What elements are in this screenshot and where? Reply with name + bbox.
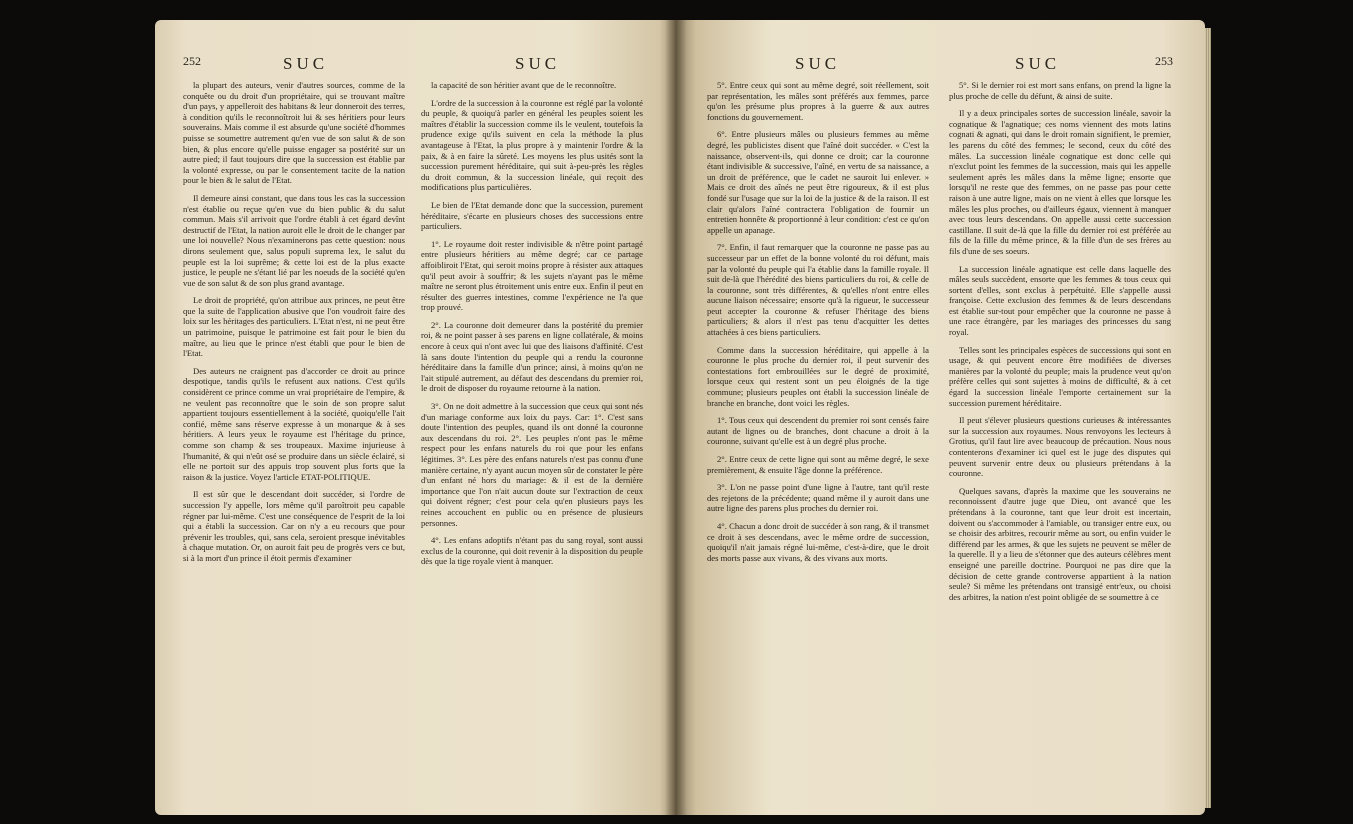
paragraph: Le bien de l'Etat demande donc que la succession, purement héréditaire, s'écarte en plusieurs choses des successions entre particuliers. xyxy=(421,199,643,232)
right-page-column-1 xyxy=(707,80,929,563)
paragraph: 5°. Si le dernier roi est mort sans enfans, on prend la ligne la plus proche de celle du défunt, & ainsi de suite. xyxy=(949,80,1171,101)
page-number-left: 252 xyxy=(183,54,201,68)
paragraph: 6°. Entre plusieurs mâles ou plusieurs femmes au même degré, les publicistes disent que l'aîné doit succéder. « C'est la naissance, observent-ils, qui donne ce droit; car la couronne étant indivisible & successive, l'aîné, en vertu de sa naissance, a un droit de préférence, que le cadet ne sauroit lui enlever. » Mais ce droit des aînés ne peut être rigoureux, & il est plus fondé sur l'usage que sur la loi de la justice & de la raison. Il est clair qu'alors l'aîné contractera l'obligation de fournir un entretien honnête & proportionné à leur condition: c'est ce qu'on appelle un apanage. xyxy=(707,129,929,235)
page-edges xyxy=(1205,28,1211,808)
paragraph: Il demeure ainsi constant, que dans tous les cas la succession n'est établie ou reçue qu'en vue du bien public & du salut commun. Mais s'il arrivoit que l'ordre établi à cet égard devînt destructif de l'Etat, la nation auroit elle le droit de le changer par une loi nouvelle? Nous n'examinerons pas cette question: nous dirons seulement que, salus populi suprema lex, le salut du peuple est la loi suprême; & cette loi est de la plus exacte justice, le peuple ne s'étant lié par les noeuds de la société qu'en vue de son salut & de son plus grand avantage. xyxy=(183,192,405,288)
paragraph: 4°. Chacun a donc droit de succéder à son rang, & il transmet ce droit à ses descendans, avec le même ordre de succession, quoiqu'il n'ait jamais régné lui-même, c'est-à-dire, que le droit des morts passe aux vivans, & des vivans aux morts. xyxy=(707,520,929,563)
paragraph: 2°. La couronne doit demeurer dans la postérité du premier roi, & ne point passer à ses parens en ligne collatérale, & moins encore à ceux qui n'ont avec lui que des liaisons d'affinité. C'est là sans doute l'intention du peuple qui a rendu la couronne héréditaire dans la famille d'un prince; ainsi, à moins qu'on ne l'ait stipulé autrement, au défaut des descendans du premier roi, le droit de disposer du royaume retourne à la nation. xyxy=(421,319,643,394)
paragraph: 3°. L'on ne passe point d'une ligne à l'autre, tant qu'il reste des rejetons de la précédente; quand même il y auroit dans une autre ligne des parens plus proches du dernier roi. xyxy=(707,482,929,514)
paragraph: 4°. Les enfans adoptifs n'étant pas du sang royal, sont aussi exclus de la couronne, qui doit revenir à la disposition du peuple dès que la tige royale vient à manquer. xyxy=(421,535,643,567)
right-page-header xyxy=(675,54,1205,74)
paragraph: 1°. Le royaume doit rester indivisible & n'être point partagé entre plusieurs héritiers au même degré; car ce partage affoibliroit l'Etat, qui seroit moins propre à résister aux attaques qu'il peut avoir à souffrir; & les sujets n'ayant pas le même maître ne seront plus étroitement unis entre eux. Enfin il peut en résulter des guerres intestines, comme l'expérience ne l'a que trop prouvé. xyxy=(421,238,643,313)
left-page xyxy=(155,20,675,815)
open-book xyxy=(155,20,1205,815)
paragraph: Il peut s'élever plusieurs questions curieuses & intéressantes sur la succession aux royaumes. Nous renvoyons les lecteurs à Grotius, qu'il faut lire avec beaucoup de précaution. Nous nous contenterons d'examiner ici quel est le juge des disputes qui peuvent survenir entre deux ou plusieurs prétendans à la couronne. xyxy=(949,415,1171,479)
paragraph: la plupart des auteurs, venir d'autres sources, comme de la conquête ou du droit d'un propriétaire, qui se trouvant maître d'un pays, y appelleroit des habitans & leur donneroit des terres, à condition qu'ils le reconnoîtroit lui & ses héritiers pour leurs souverains. Mais comme il est absurde qu'une société d'hommes puisse se soumettre autrement qu'en vue de son salut & de son bien, & plus encore qu'elle puisse engager sa postérité sur un autre pied; il faut toujours dire que la succession est établie par la volonté expresse, ou par le consentement tacite de la nation pour le bien & le salut de l'Etat. xyxy=(183,80,405,186)
paragraph: la capacité de son héritier avant que de le reconnoître. xyxy=(431,80,617,90)
paragraph: Il y a deux principales sortes de succession linéale, savoir la cognatique & l'agnatique; ces noms viennent des mots latins cognati & agnati, qui dans le droit romain signifient, le premier, les parens du côté des femmes; le second, ceux du côté des mâles. La succession linéale cognatique est donc celle qui n'exclut point les femmes de la succession, mais qui les appelle seulement après les mâles dans la même ligne; ensorte que lorsqu'il ne reste que des femmes, on ne passe pas pour cette raison à une autre ligne, mais on ne vient à elles que lorsque les mâles les plus proches, ou d'ailleurs égaux, viennent à manquer avec tous leurs descendans. On appelle aussi cette succession castillane. Il suit de-là que la fille du dernier roi est préférée au fils de la fille du même prince, & la fille d'un de ses frères au fils d'une de ses soeurs. xyxy=(949,108,1171,256)
running-head-left-col2: SUC xyxy=(515,54,561,73)
paragraph: 2°. Entre ceux de cette ligne qui sont au même degré, le sexe premièrement, & ensuite l'âge donne la préférence. xyxy=(707,454,929,475)
paragraph: 7°. Enfin, il faut remarquer que la couronne ne passe pas au successeur par un effet de la bonne volonté du roi défunt, mais par la volonté du peuple qui l'a établie dans la famille royale. Il suit de-là que l'hérédité des biens particuliers du roi, & celle de la couronne, sont très différentes, & qu'elles n'ont entre elles aucune liaison nécessaire; ensorte qu'à la rigueur, le successeur peut accepter la couronne & refuser l'héritage des biens particuliers; & alors il n'est pas tenu d'acquitter les dettes attachées à ces biens particuliers. xyxy=(707,242,929,338)
paragraph: Des auteurs ne craignent pas d'accorder ce droit au prince despotique, tandis qu'ils le refusent aux nations. C'est qu'ils considèrent ce prince comme un vrai propriétaire de l'empire, & ne veulent pas reconnoître que le soin de son propre salut appartient toujours essentiellement à la société, quoiqu'elle l'ait confié, même sans réserve expresse à un monarque & à ses héritiers. A leurs yeux le royaume est l'héritage du prince, comme son champ & ses troupeaux. Maxime injurieuse à l'humanité, & qui n'eût osé se produire dans un siècle éclairé, si elle ne portoit sur des appuis trop souvent plus forts que la raison & la justice. Voyez l'article ETAT-POLITIQUE. xyxy=(183,365,405,482)
paragraph: La succession linéale agnatique est celle dans laquelle des mâles seuls succèdent, ensorte que les femmes & tous ceux qui sortent d'elles, sont exclus à perpétuité. Elle s'appelle aussi françoise. Cette exclusion des femmes & de leurs descendans est établie sur-tout pour empêcher que la couronne ne passe à une race étrangère, par les mariages des princesses du sang royal. xyxy=(949,263,1171,338)
paragraph: Telles sont les principales espèces de successions qui sont en usage, & qui peuvent encore être modifiées de diverses manières par la volonté du peuple; mais la prudence veut qu'on préfère celles qui sont sujettes à moins de difficulté, & à cet égard la succession linéale l'emporte certainement sur la succession purement héréditaire. xyxy=(949,344,1171,408)
paragraph: 5°. Entre ceux qui sont au même degré, soit réellement, soit par représentation, les mâles sont préférés aux femmes, parce qu'on les présume plus propres à la guerre & aux autres fonctions du gouvernement. xyxy=(707,80,929,122)
running-head-right-col1: SUC xyxy=(795,54,841,73)
right-page-column-2 xyxy=(949,80,1171,602)
paragraph: Il est sûr que le descendant doit succéder, si l'ordre de succession l'y appelle, lors même qu'il paroîtroit peu capable régner par lui-même. C'est une conséquence de l'esprit de la loi qui a établi la succession. Car on n'y a eu recours que pour prévenir les troubles, qui, sans cela, seroient presque inévitables à chaque mutation. Or, on auroit fait peu de progrès vers ce but, si à la mort d'un prince il étoit permis d'examiner xyxy=(183,489,405,563)
right-page xyxy=(675,20,1205,815)
paragraph: L'ordre de la succession à la couronne est réglé par la volonté du peuple, & quoiqu'à parler en général les peuples soient les maîtres d'établir la succession comme ils le veulent, toutefois la prudence exige qu'ils suivent en cela la méthode la plus avantageuse à l'Etat, la plus propre à y maintenir l'ordre & la paix, & à en faire la sûreté. Les moyens les plus usités sont la succession purement héréditaire, qui suit à-peu-près les règles du droit commun, & la succession linéale, qui reçoit des modifications plus particulières. xyxy=(421,97,643,193)
left-page-column-2 xyxy=(421,80,643,567)
paragraph: 1°. Tous ceux qui descendent du premier roi sont censés faire autant de lignes ou de branches, dont chacune a droit à la couronne, suivant qu'elle est à un degré plus proche. xyxy=(707,415,929,447)
left-page-column-1 xyxy=(183,80,405,564)
paragraph: Le droit de propriété, qu'on attribue aux princes, ne peut être que la suite de l'application abusive que l'on voudroit faire des loix sur les héritages des particuliers. L'Etat n'est, ni ne peut être un patrimoine, puisque le patrimoine est fait pour le bien du maître, au lieu que le prince n'est établi que pour le bien de l'Etat. xyxy=(183,295,405,359)
running-head-right-col2: SUC xyxy=(1015,54,1061,73)
left-page-header xyxy=(155,54,675,74)
paragraph: Comme dans la succession héréditaire, qui appelle à la couronne le plus proche du dernier roi, il peut survenir des contestations fort embrouillées sur le degré de proximité, lorsque ceux qui restent sont un peu éloignés de la tige commune; plusieurs peuples ont établi la succession linéale de branche en branche, dont voici les règles. xyxy=(707,344,929,408)
page-number-right: 253 xyxy=(1155,54,1173,68)
paragraph: Quelques savans, d'après la maxime que les souverains ne reconnoissent d'autre juge que Dieu, ont avancé que les prétendans à la couronne, tant que leur droit est incertain, doivent ou s'accommoder à l'amiable, ou transiger entre eux, ou se choisir des arbitres, recourir même au sort, ou enfin vuider le différend par les armes, & que les sujets ne peuvent se mêler de la querelle. Il y a lieu de s'étonner que des auteurs célèbres ment enseigné une pareille doctrine. Pourquoi ne pas dire que la décision de cette grande controverse appartient à la nation seule? Si même les prétendans ont transigé entr'eux, ou choisi des arbitres, la nation n'est point obligée de se soumettre à ce xyxy=(949,485,1171,602)
paragraph: 3°. On ne doit admettre à la succession que ceux qui sont nés d'un mariage conforme aux loix du pays. Car: 1°. C'est sans doute l'intention des peuples, quand ils ont donné la couronne aux descendans du roi. 2°. Les peuples n'ont pas le même respect pour les enfans naturels du roi que pour les enfans légitimes. 3°. Les père des enfans naturels n'est pas connu d'une manière certaine, n'y ayant aucun moyen sûr de constater le père d'un enfant né hors du mariage: & il est de la dernière importance que l'on n'ait aucun doute sur l'extraction de ceux qui doivent régner; c'est pour cela qu'en plusieurs pays les reines accouchent en public ou en présence de plusieurs personnes. xyxy=(421,401,643,528)
book-gutter xyxy=(665,20,687,815)
running-head-left-col1: SUC xyxy=(283,54,329,73)
